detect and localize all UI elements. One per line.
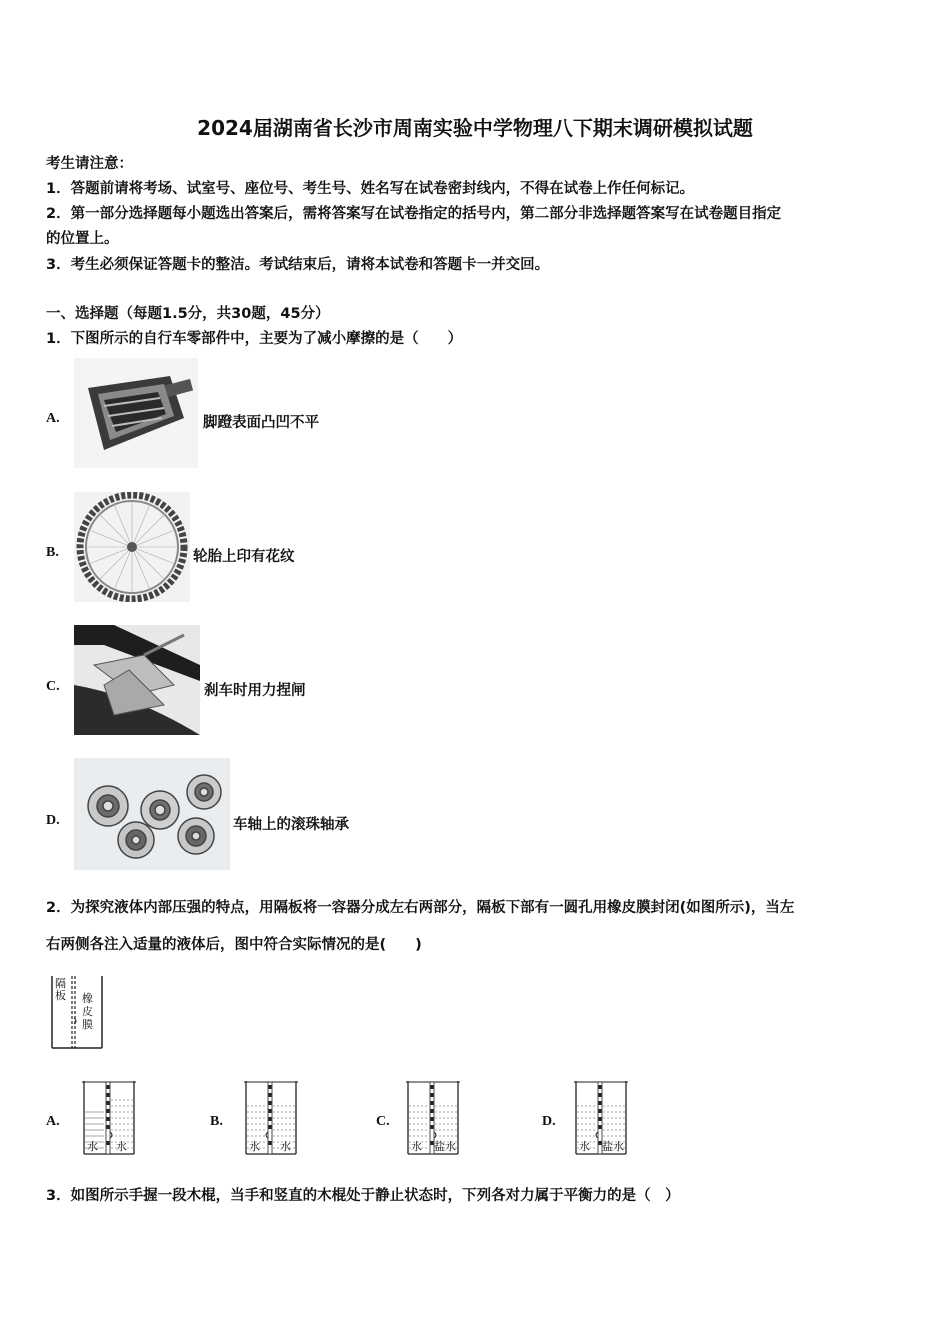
option-label: C. — [376, 1114, 390, 1129]
option-label: A. — [46, 1114, 60, 1129]
option-label: A. — [46, 411, 60, 426]
page-title: 2024届湖南省长沙市周南实验中学物理八下期末调研模拟试题 — [197, 116, 753, 140]
liquid-right: 盐水 — [434, 1140, 456, 1153]
ball-bearings-image — [74, 758, 230, 870]
option-text: 刹车时用力捏闸 — [204, 683, 306, 699]
liquid-right: 水 — [116, 1140, 127, 1153]
section-heading: 一、选择题（每题1.5分，共30题，45分） — [46, 306, 330, 322]
notice-item: 3．考生必须保证答题卡的整洁。考试结束后，请将本试卷和答题卡一并交回。 — [46, 257, 550, 273]
liquid-right: 盐水 — [602, 1140, 624, 1153]
option-text: 车轴上的滚珠轴承 — [233, 817, 349, 833]
question-2-stem-line-2: 右两侧各注入适量的液体后，图中符合实际情况的是( ) — [46, 937, 422, 953]
liquid-left: 水 — [249, 1140, 260, 1153]
liquid-left: 水 — [411, 1140, 422, 1153]
option-label: B. — [46, 545, 59, 560]
option-label: C. — [46, 679, 60, 694]
option-label: D. — [542, 1114, 556, 1129]
notice-item: 2．第一部分选择题每小题选出答案后，需将答案写在试卷指定的括号内，第二部分非选择题答案写在试卷题目指定 — [46, 206, 782, 222]
option-text: 脚蹬表面凸凹不平 — [203, 415, 319, 431]
partition-label: 隔 板 — [55, 977, 66, 1002]
membrane-label: 橡 皮 膜 — [82, 992, 93, 1031]
notice-item: 的位置上。 — [46, 231, 119, 247]
liquid-left: 水 — [87, 1140, 98, 1153]
question-3-stem: 3．如图所示手握一段木棍，当手和竖直的木棍处于静止状态时，下列各对力属于平衡力的是（ ） — [46, 1188, 680, 1204]
bike-pedal-image — [74, 358, 198, 468]
liquid-right: 水 — [280, 1140, 291, 1153]
question-2-stem-line-1: 2．为探究液体内部压强的特点，用隔板将一容器分成左右两部分，隔板下部有一圆孔用橡皮膜封闭(如图所示)，当左 — [46, 900, 795, 916]
option-label: B. — [210, 1114, 223, 1129]
option-text: 轮胎上印有花纹 — [193, 549, 295, 565]
notice-heading: 考生请注意： — [46, 156, 133, 172]
bike-brake-image — [74, 625, 200, 735]
option-label: D. — [46, 813, 60, 828]
liquid-left: 水 — [579, 1140, 590, 1153]
bike-wheel-image — [74, 492, 190, 602]
question-1-stem: 1．下图所示的自行车零部件中，主要为了减小摩擦的是（ ） — [46, 331, 463, 347]
notice-item: 1．答题前请将考场、试室号、座位号、考生号、姓名写在试卷密封线内，不得在试卷上作任何标记。 — [46, 181, 695, 197]
